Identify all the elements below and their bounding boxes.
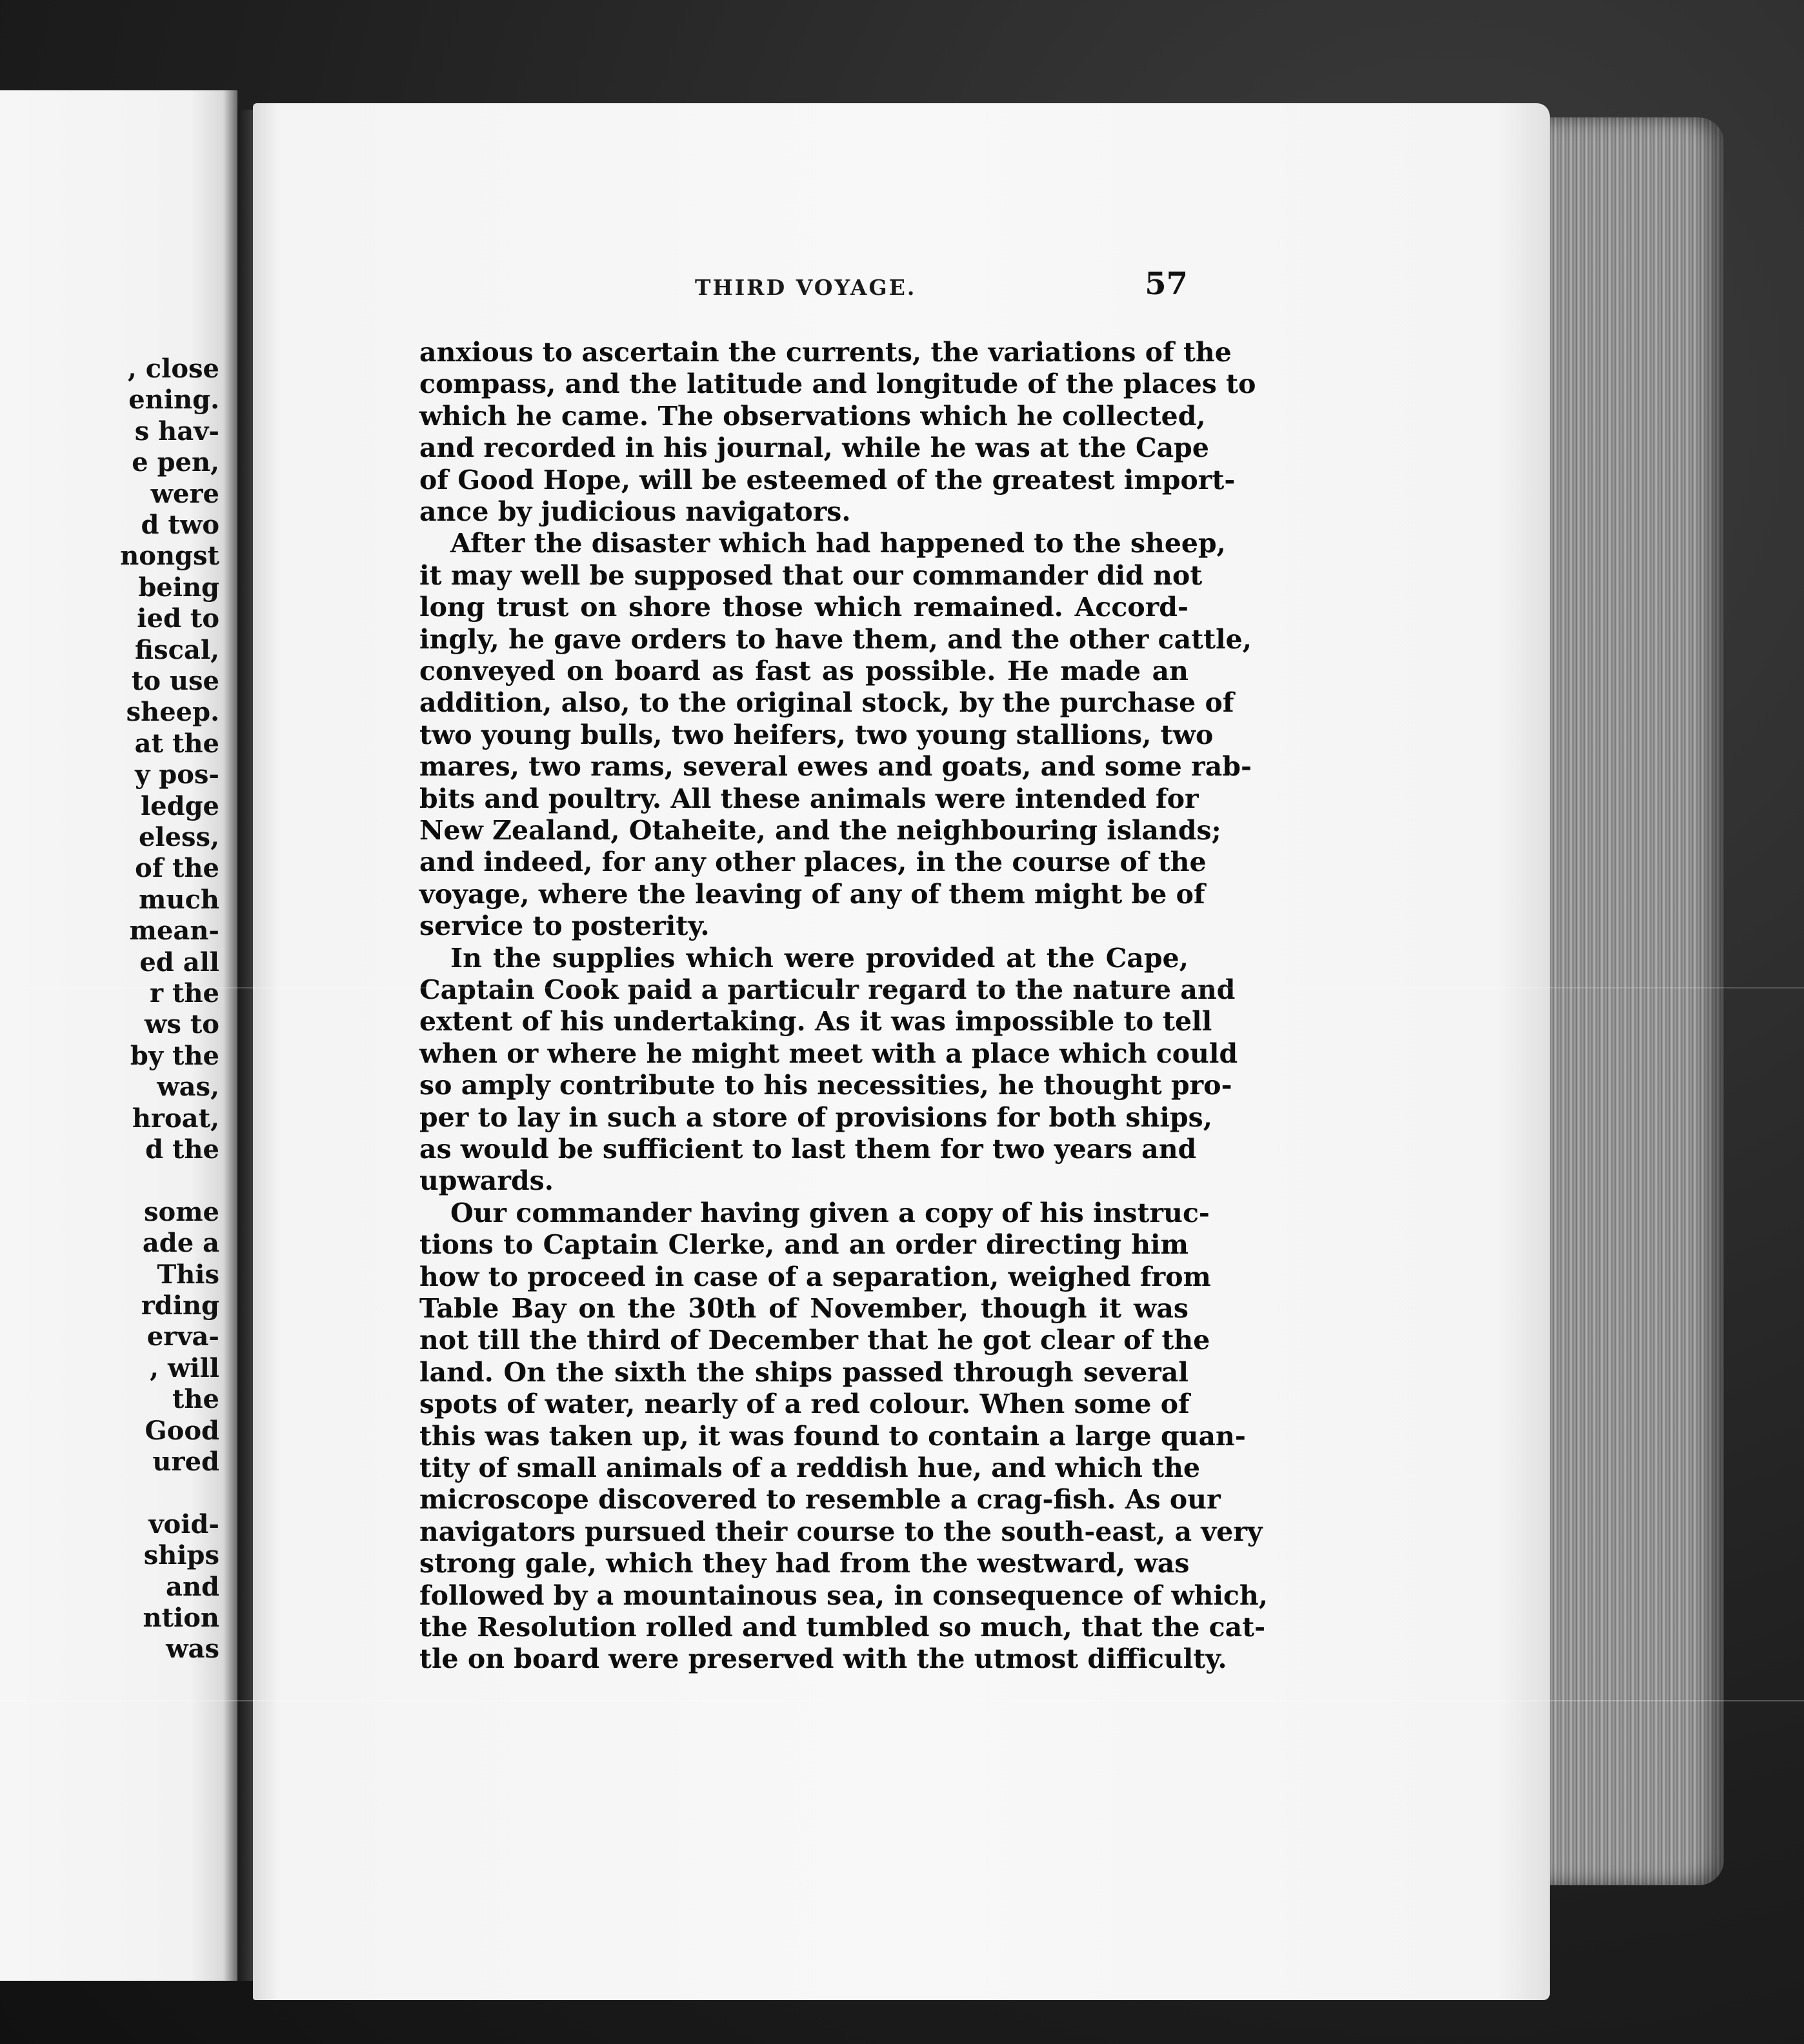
text-line: Table Bay on the 30th of November, though it was	[419, 1293, 1188, 1324]
text-line: it may well be supposed that our commander did not	[419, 559, 1203, 591]
left-page-line: , close	[127, 354, 219, 384]
left-page-line: hroat,	[132, 1103, 219, 1134]
left-page-line: ws to	[144, 1009, 219, 1040]
scan-scratch	[0, 987, 1804, 988]
left-page-line: ade a	[142, 1228, 219, 1259]
text-line: followed by a mountainous sea, in consequence of which,	[419, 1579, 1268, 1611]
page-number: 57	[1145, 266, 1188, 302]
left-page-line: d two	[141, 510, 219, 540]
text-line: not till the third of December that he got clear of the	[419, 1325, 1210, 1356]
text-line: spots of water, nearly of a red colour. When some of	[419, 1388, 1190, 1420]
page-edge	[1530, 117, 1724, 1885]
text-line: which he came. The observations which he collected,	[419, 400, 1206, 432]
text-line: Our commander having given a copy of his instruc-	[450, 1197, 1210, 1228]
scan-scratch	[0, 1700, 1804, 1701]
text-line: strong gale, which they had from the westward, was	[419, 1548, 1190, 1579]
text-line: so amply contribute to his necessities, he thought pro-	[419, 1070, 1232, 1101]
left-page-line: mean-	[129, 916, 219, 947]
text-line: navigators pursued their course to the south-east, a very	[419, 1516, 1263, 1547]
left-page-line: erva-	[146, 1321, 219, 1352]
text-line: microscope discovered to resemble a crag-fish. As our	[419, 1484, 1221, 1516]
left-page-line: e pen,	[132, 447, 219, 478]
left-page-line: y pos-	[135, 759, 219, 790]
left-page-line: were	[150, 478, 219, 509]
text-line: of Good Hope, will be esteemed of the greatest import-	[419, 464, 1236, 496]
text-line: service to posterity.	[419, 910, 710, 942]
text-line: New Zealand, Otaheite, and the neighbouring islands;	[419, 815, 1221, 846]
left-page-line: to use	[131, 666, 219, 696]
left-page-line: ed all	[139, 947, 219, 977]
left-page-line: s hav-	[134, 416, 219, 446]
text-line: as would be sufficient to last them for two years and	[419, 1134, 1197, 1165]
text-line: mares, two rams, several ewes and goats, and some rab-	[419, 751, 1252, 783]
text-line: tle on board were preserved with the utmost difficulty.	[419, 1643, 1227, 1675]
left-page-line: at the	[134, 728, 219, 759]
text-line: addition, also, to the original stock, by the purchase of	[419, 687, 1234, 719]
left-page-line: sheep.	[126, 697, 219, 728]
text-line: and recorded in his journal, while he was at the Cape	[419, 432, 1209, 464]
text-line: tions to Captain Clerke, and an order directing him	[419, 1229, 1188, 1261]
text-line: per to lay in such a store of provisions for both ships,	[419, 1101, 1213, 1133]
left-page-line: of the	[135, 853, 219, 884]
text-line: two young bulls, two heifers, two young stallions, two	[419, 719, 1214, 750]
text-line: extent of his undertaking. As it was impossible to tell	[419, 1006, 1212, 1037]
left-page	[0, 90, 237, 1981]
text-line: conveyed on board as fast as possible. He made an	[419, 656, 1188, 686]
left-page-line: This	[157, 1259, 219, 1290]
left-page-line: much	[139, 884, 219, 915]
left-page-line: ledge	[140, 790, 219, 821]
text-line: the Resolution rolled and tumbled so much, that the cat-	[419, 1612, 1266, 1643]
text-line: ance by judicious navigators.	[419, 496, 851, 527]
running-head: THIRD VOYAGE.	[695, 275, 917, 300]
left-page-line: being	[138, 572, 219, 603]
left-page-line: ied to	[137, 603, 219, 634]
text-line: long trust on shore those which remained. Accord-	[419, 592, 1188, 623]
left-page-line: was	[166, 1634, 219, 1665]
text-line: upwards.	[419, 1165, 554, 1197]
text-line: ingly, he gave orders to have them, and the other cattle,	[419, 623, 1252, 655]
left-page-line: ening.	[128, 385, 219, 416]
text-line: land. On the sixth the ships passed through several	[419, 1356, 1188, 1388]
left-page-line: Good	[145, 1415, 219, 1446]
left-page-line: nongst	[120, 541, 219, 572]
left-page-line: ntion	[143, 1603, 219, 1633]
text-line: Captain Cook paid a particulr regard to the nature and	[419, 974, 1236, 1005]
text-line: After the disaster which had happened to the sheep,	[450, 528, 1226, 559]
text-line: compass, and the latitude and longitude of the places to	[419, 368, 1256, 400]
text-line: In the supplies which were provided at the Cape,	[450, 942, 1188, 974]
left-page-line: the	[172, 1384, 219, 1415]
text-line: tity of small animals of a reddish hue, and which the	[419, 1452, 1201, 1483]
text-line: this was taken up, it was found to contain a large quan-	[419, 1420, 1246, 1452]
left-page-line: void-	[148, 1508, 219, 1539]
left-page-line: some	[144, 1196, 219, 1227]
text-line: anxious to ascertain the currents, the variations of the	[419, 337, 1232, 368]
text-line: how to proceed in case of a separation, weighed from	[419, 1261, 1211, 1292]
left-page-line: was,	[157, 1072, 219, 1103]
left-page-line: r the	[149, 978, 219, 1008]
page-header	[416, 263, 1188, 308]
text-line: and indeed, for any other places, in the course of the	[419, 847, 1207, 878]
left-page-line: , will	[150, 1352, 219, 1383]
left-page-line: by the	[130, 1040, 219, 1071]
left-page-line: ships	[143, 1540, 219, 1571]
left-page-line: ured	[152, 1447, 219, 1477]
text-line: bits and poultry. All these animals were intended for	[419, 783, 1199, 814]
text-line: when or where he might meet with a place which could	[419, 1037, 1238, 1069]
left-page-line: d the	[145, 1134, 219, 1165]
left-page-line: fiscal,	[135, 634, 219, 665]
left-page-line: eless,	[138, 822, 219, 852]
left-page-line: rding	[141, 1290, 219, 1321]
text-line: voyage, where the leaving of any of them might be of	[419, 878, 1205, 910]
left-page-line: and	[166, 1571, 219, 1602]
